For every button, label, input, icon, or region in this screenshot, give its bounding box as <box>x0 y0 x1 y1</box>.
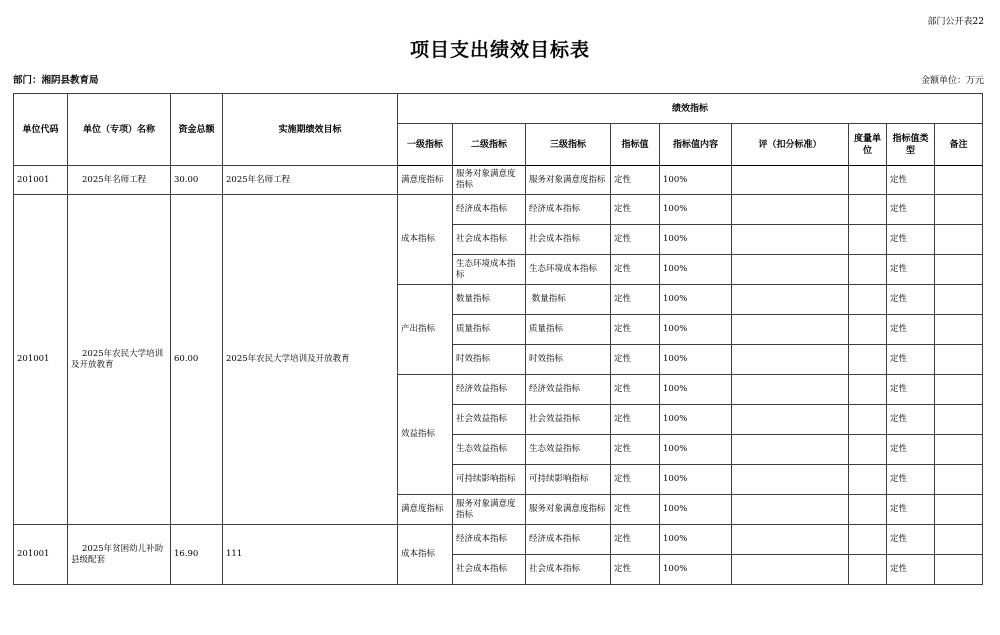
measure-unit-cell <box>849 315 887 345</box>
eval-standard-cell <box>732 225 849 255</box>
level3-indicator-cell: 社会成本指标 <box>526 555 611 585</box>
measure-unit-cell <box>849 195 887 225</box>
col-header-note: 备注 <box>935 124 983 166</box>
level2-indicator-cell: 经济成本指标 <box>453 525 526 555</box>
indicator-value-cell: 定性 <box>611 225 660 255</box>
level1-indicator-cell: 成本指标 <box>398 525 453 585</box>
level3-indicator-cell: 生态效益指标 <box>526 435 611 465</box>
measure-unit-cell <box>849 405 887 435</box>
value-content-cell: 100% <box>660 435 732 465</box>
level2-indicator-cell: 数量指标 <box>453 285 526 315</box>
measure-unit-cell <box>849 435 887 465</box>
eval-standard-cell <box>732 315 849 345</box>
level3-indicator-cell: 社会效益指标 <box>526 405 611 435</box>
col-header-indicator-value: 指标值 <box>611 124 660 166</box>
indicator-value-cell: 定性 <box>611 495 660 525</box>
indicator-value-cell: 定性 <box>611 285 660 315</box>
measure-unit-cell <box>849 555 887 585</box>
eval-standard-cell <box>732 555 849 585</box>
value-type-cell: 定性 <box>887 225 935 255</box>
level3-indicator-cell: 服务对象满意度指标 <box>526 166 611 195</box>
col-header-unit-code: 单位代码 <box>14 94 68 166</box>
indicator-value-cell: 定性 <box>611 195 660 225</box>
col-header-total-fund: 资金总额 <box>171 94 223 166</box>
eval-standard-cell <box>732 285 849 315</box>
col-header-measure-unit: 度量单位 <box>849 124 887 166</box>
note-cell <box>935 195 983 225</box>
unit-code-cell: 201001 <box>14 166 68 195</box>
level1-indicator-cell: 效益指标 <box>398 375 453 495</box>
value-content-cell: 100% <box>660 315 732 345</box>
col-header-level1: 一级指标 <box>398 124 453 166</box>
department-label: 部门：湘阴县教育局 <box>13 75 99 86</box>
unit-name-cell: 2025年名师工程 <box>68 166 171 195</box>
note-cell <box>935 345 983 375</box>
value-type-cell: 定性 <box>887 405 935 435</box>
level3-indicator-cell: 经济成本指标 <box>526 525 611 555</box>
level2-indicator-cell: 生态效益指标 <box>453 435 526 465</box>
value-type-cell: 定性 <box>887 465 935 495</box>
indicator-value-cell: 定性 <box>611 345 660 375</box>
value-type-cell: 定性 <box>887 255 935 285</box>
value-content-cell: 100% <box>660 555 732 585</box>
level3-indicator-cell: 时效指标 <box>526 345 611 375</box>
col-header-perf-group: 绩效指标 <box>398 94 983 124</box>
value-type-cell: 定性 <box>887 375 935 405</box>
value-type-cell: 定性 <box>887 495 935 525</box>
note-cell <box>935 255 983 285</box>
measure-unit-cell <box>849 525 887 555</box>
eval-standard-cell <box>732 166 849 195</box>
measure-unit-cell <box>849 375 887 405</box>
period-goal-cell: 111 <box>223 525 398 585</box>
eval-standard-cell <box>732 435 849 465</box>
page-title: 项目支出绩效目标表 <box>409 39 590 61</box>
level3-indicator-cell: 数量指标 <box>526 285 611 315</box>
unit-code-cell: 201001 <box>14 525 68 585</box>
level2-indicator-cell: 社会效益指标 <box>453 405 526 435</box>
total-fund-cell: 30.00 <box>171 166 223 195</box>
col-header-level3: 三级指标 <box>526 124 611 166</box>
level2-indicator-cell: 社会成本指标 <box>453 225 526 255</box>
note-cell <box>935 315 983 345</box>
col-header-period-goal: 实施期绩效目标 <box>223 94 398 166</box>
table-row <box>14 166 983 195</box>
level3-indicator-cell: 经济效益指标 <box>526 375 611 405</box>
period-goal-cell: 2025年农民大学培训及开放教育 <box>223 195 398 525</box>
eval-standard-cell <box>732 495 849 525</box>
indicator-value-cell: 定性 <box>611 435 660 465</box>
value-content-cell: 100% <box>660 195 732 225</box>
value-type-cell: 定性 <box>887 345 935 375</box>
level3-indicator-cell: 可持续影响指标 <box>526 465 611 495</box>
value-content-cell: 100% <box>660 255 732 285</box>
level3-indicator-cell: 经济成本指标 <box>526 195 611 225</box>
indicator-value-cell: 定性 <box>611 555 660 585</box>
amount-unit-label: 金额单位：万元 <box>920 76 984 86</box>
measure-unit-cell <box>849 225 887 255</box>
value-type-cell: 定性 <box>887 166 935 195</box>
value-content-cell: 100% <box>660 525 732 555</box>
value-content-cell: 100% <box>660 405 732 435</box>
level2-indicator-cell: 生态环境成本指标 <box>453 255 526 285</box>
measure-unit-cell <box>849 255 887 285</box>
table-row <box>14 195 983 225</box>
level2-indicator-cell: 时效指标 <box>453 345 526 375</box>
indicator-value-cell: 定性 <box>611 315 660 345</box>
indicator-value-cell: 定性 <box>611 255 660 285</box>
level3-indicator-cell: 社会成本指标 <box>526 225 611 255</box>
performance-target-table <box>13 93 983 585</box>
note-cell <box>935 405 983 435</box>
doc-ref: 部门公开表22 <box>927 17 984 27</box>
value-type-cell: 定性 <box>887 435 935 465</box>
level1-indicator-cell: 产出指标 <box>398 285 453 375</box>
indicator-value-cell: 定性 <box>611 166 660 195</box>
unit-code-cell: 201001 <box>14 195 68 525</box>
level1-indicator-cell: 满意度指标 <box>398 166 453 195</box>
measure-unit-cell <box>849 465 887 495</box>
value-type-cell: 定性 <box>887 555 935 585</box>
col-header-value-content: 指标值内容 <box>660 124 732 166</box>
note-cell <box>935 465 983 495</box>
note-cell <box>935 225 983 255</box>
note-cell <box>935 495 983 525</box>
level1-indicator-cell: 成本指标 <box>398 195 453 285</box>
period-goal-cell: 2025年名师工程 <box>223 166 398 195</box>
value-content-cell: 100% <box>660 465 732 495</box>
measure-unit-cell <box>849 495 887 525</box>
value-content-cell: 100% <box>660 375 732 405</box>
unit-name-cell: 2025年农民大学培训及开放教育 <box>68 195 171 525</box>
level2-indicator-cell: 质量指标 <box>453 315 526 345</box>
total-fund-cell: 60.00 <box>171 195 223 525</box>
indicator-value-cell: 定性 <box>611 465 660 495</box>
eval-standard-cell <box>732 465 849 495</box>
measure-unit-cell <box>849 166 887 195</box>
eval-standard-cell <box>732 345 849 375</box>
level2-indicator-cell: 可持续影响指标 <box>453 465 526 495</box>
level2-indicator-cell: 服务对象满意度指标 <box>453 166 526 195</box>
indicator-value-cell: 定性 <box>611 375 660 405</box>
note-cell <box>935 555 983 585</box>
col-header-unit-name: 单位（专项）名称 <box>68 94 171 166</box>
unit-name-cell: 2025年贫困幼儿补助县级配套 <box>68 525 171 585</box>
total-fund-cell: 16.90 <box>171 525 223 585</box>
measure-unit-cell <box>849 345 887 375</box>
note-cell <box>935 285 983 315</box>
value-content-cell: 100% <box>660 495 732 525</box>
level2-indicator-cell: 社会成本指标 <box>453 555 526 585</box>
eval-standard-cell <box>732 255 849 285</box>
value-type-cell: 定性 <box>887 315 935 345</box>
value-content-cell: 100% <box>660 225 732 255</box>
col-header-value-type: 指标值类型 <box>887 124 935 166</box>
value-type-cell: 定性 <box>887 195 935 225</box>
level1-indicator-cell: 满意度指标 <box>398 495 453 525</box>
value-type-cell: 定性 <box>887 285 935 315</box>
note-cell <box>935 166 983 195</box>
eval-standard-cell <box>732 195 849 225</box>
note-cell <box>935 525 983 555</box>
note-cell <box>935 435 983 465</box>
value-type-cell: 定性 <box>887 525 935 555</box>
eval-standard-cell <box>732 525 849 555</box>
level2-indicator-cell: 经济成本指标 <box>453 195 526 225</box>
value-content-cell: 100% <box>660 166 732 195</box>
level2-indicator-cell: 经济效益指标 <box>453 375 526 405</box>
level3-indicator-cell: 生态环境成本指标 <box>526 255 611 285</box>
col-header-eval-standard: 评（扣分标准） <box>732 124 849 166</box>
level3-indicator-cell: 质量指标 <box>526 315 611 345</box>
meta-row <box>13 75 984 87</box>
eval-standard-cell <box>732 405 849 435</box>
value-content-cell: 100% <box>660 345 732 375</box>
level3-indicator-cell: 服务对象满意度指标 <box>526 495 611 525</box>
value-content-cell: 100% <box>660 285 732 315</box>
level2-indicator-cell: 服务对象满意度指标 <box>453 495 526 525</box>
table-body <box>14 166 983 585</box>
table-row <box>14 525 983 555</box>
eval-standard-cell <box>732 375 849 405</box>
indicator-value-cell: 定性 <box>611 525 660 555</box>
note-cell <box>935 375 983 405</box>
indicator-value-cell: 定性 <box>611 405 660 435</box>
measure-unit-cell <box>849 285 887 315</box>
col-header-level2: 二级指标 <box>453 124 526 166</box>
